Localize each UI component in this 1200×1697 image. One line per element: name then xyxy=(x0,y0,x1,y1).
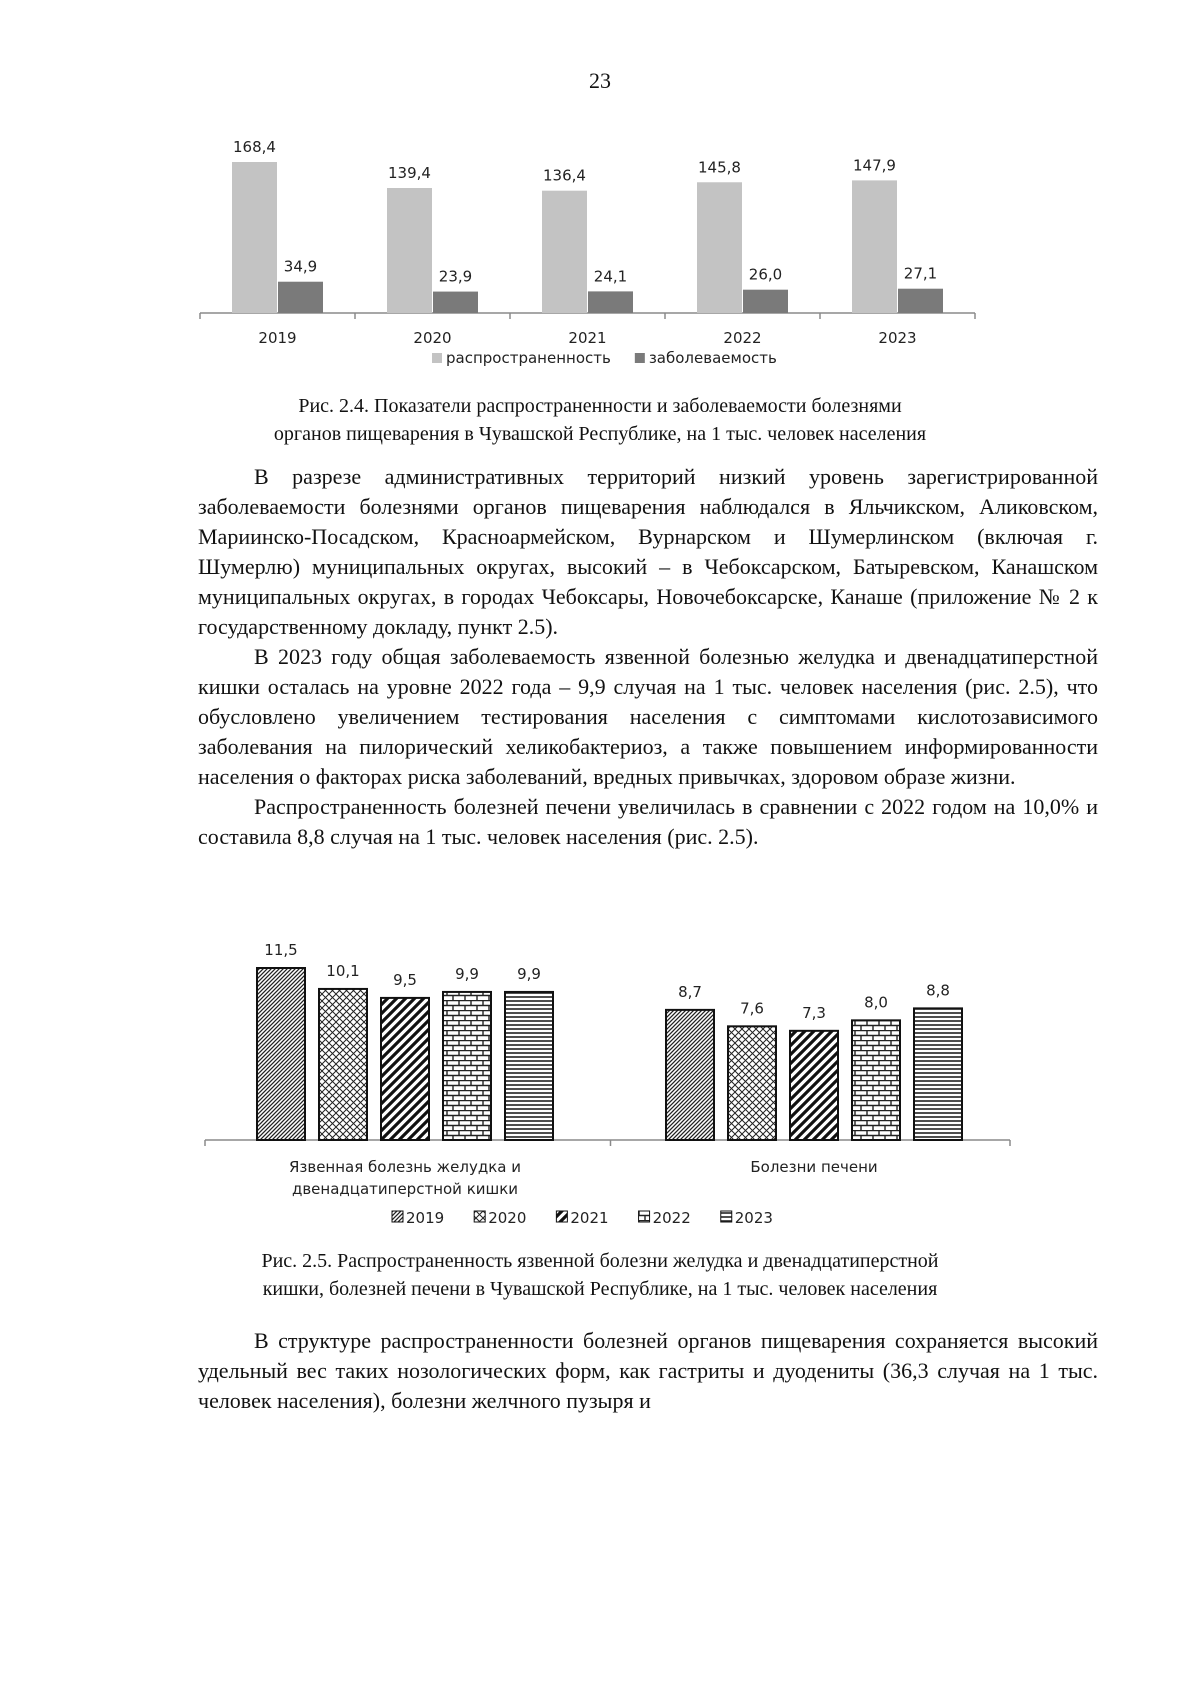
legend-swatch xyxy=(721,1211,732,1222)
bar-2020 xyxy=(728,1026,776,1140)
bar-incidence xyxy=(433,292,478,313)
bar-2020 xyxy=(319,989,367,1140)
bar-2019 xyxy=(666,1010,714,1140)
legend-swatch xyxy=(432,353,442,363)
data-label: 27,1 xyxy=(903,264,938,283)
bar-2023 xyxy=(914,1008,962,1140)
legend-label: заболеваемость xyxy=(648,349,777,367)
legend-label: 2020 xyxy=(488,1209,527,1227)
bar-incidence xyxy=(743,290,788,313)
bar-prevalence xyxy=(697,182,742,313)
bar-2023 xyxy=(505,992,553,1140)
data-label: 24,1 xyxy=(593,267,628,286)
data-label: 7,6 xyxy=(740,999,764,1018)
bar-prevalence xyxy=(387,188,432,313)
bar-2021 xyxy=(381,998,429,1140)
caption-line: органов пищеварения в Чувашской Республике, на 1 тыс. человек населения xyxy=(273,423,927,445)
legend-label: 2022 xyxy=(652,1209,691,1227)
body-text-2 xyxy=(198,1326,1098,1416)
chart-prevalence-incidence xyxy=(0,130,1200,375)
legend-swatch xyxy=(474,1211,485,1222)
data-label: 168,4 xyxy=(233,138,276,156)
x-tick-label: Болезни печени xyxy=(750,1158,878,1176)
data-label: 11,5 xyxy=(264,941,298,959)
x-tick-label: 2022 xyxy=(723,329,762,347)
x-tick-label: 2021 xyxy=(568,329,607,347)
legend-label: 2021 xyxy=(570,1209,609,1227)
caption-line: Рис. 2.5. Распространенность язвенной болезни желудка и двенадцатиперстной xyxy=(261,1250,939,1272)
bar-incidence xyxy=(898,289,943,313)
bar-prevalence xyxy=(232,162,277,313)
data-label: 139,4 xyxy=(388,164,431,183)
legend-swatch xyxy=(392,1211,403,1222)
bar-2022 xyxy=(443,992,491,1140)
legend-label: 2023 xyxy=(734,1209,773,1227)
x-tick-label: 2020 xyxy=(413,329,452,347)
data-label: 136,4 xyxy=(543,166,586,185)
x-tick-label: 2019 xyxy=(258,329,297,347)
data-label: 26,0 xyxy=(748,265,783,284)
bar-2022 xyxy=(852,1020,900,1140)
data-label: 8,8 xyxy=(926,981,950,1000)
legend-label: 2019 xyxy=(406,1209,445,1227)
bar-incidence xyxy=(588,291,633,313)
legend-swatch xyxy=(635,353,645,363)
caption-line: Рис. 2.4. Показатели распространенности и заболеваемости болезнями xyxy=(298,395,902,417)
figure-caption-2-4 xyxy=(150,392,1050,448)
data-label: 7,3 xyxy=(802,1003,826,1022)
bar-prevalence xyxy=(852,180,897,313)
legend-label: распространенность xyxy=(446,349,611,367)
chart-ulcer-liver xyxy=(0,935,1200,1235)
paragraph: Распространенность болезней печени увеличилась в сравнении с 2022 годом на 10,0% и составила 8,8 случая на 1 тыс. человек населения (рис. 2.5). xyxy=(198,794,1098,849)
data-label: 9,9 xyxy=(517,964,541,983)
paragraph: В 2023 году общая заболеваемость язвенной болезнью желудка и двенадцатиперстной кишки осталась на уровне 2022 года – 9,9 случая на 1 тыс. человек населения (рис. 2.5), что обусловлено увеличением тестирования населения с симптомами кислотозависимого заболевания на пилорический хеликобактериоз, а также повышением информированности населения о факторах риска заболеваний, вредных привычках, здоровом образе жизни. xyxy=(198,644,1098,789)
legend-swatch xyxy=(639,1211,650,1222)
data-label: 9,5 xyxy=(393,970,417,989)
data-label: 9,9 xyxy=(455,964,479,983)
legend-swatch xyxy=(556,1211,567,1222)
bar-incidence xyxy=(278,282,323,313)
data-label: 8,7 xyxy=(678,982,702,1001)
data-label: 10,1 xyxy=(326,961,360,980)
data-label: 147,9 xyxy=(853,156,896,175)
body-text-1 xyxy=(198,462,1098,852)
bar-2021 xyxy=(790,1031,838,1140)
bar-prevalence xyxy=(542,191,587,313)
paragraph: В структуре распространенности болезней органов пищеварения сохраняется высокий удельный вес таких нозологических форм, как гастриты и дуодениты (36,3 случая на 1 тыс. человек населения), болезни желчного пузыря и xyxy=(198,1328,1098,1413)
data-label: 34,9 xyxy=(283,257,318,276)
x-tick-label: 2023 xyxy=(878,329,917,347)
data-label: 145,8 xyxy=(698,158,741,177)
data-label: 23,9 xyxy=(438,267,473,286)
figure-caption-2-5 xyxy=(150,1247,1050,1303)
data-label: 8,0 xyxy=(864,993,888,1012)
paragraph: В разрезе административных территорий низкий уровень зарегистрированной заболеваемости болезнями органов пищеварения наблюдался в Яльчикском, Аликовском, Мариинско-Посадском, Красноармейском, Вурнарском и Шумерлинском (включая г. Шумерлю) муниципальных округах, высокий – в Чебоксарском, Батыревском, Канашском муниципальных округах, в городах Чебоксары, Новочебоксарске, Канаше (приложение № 2 к государственному докладу, пункт 2.5). xyxy=(198,464,1098,639)
x-tick-label: двенадцатиперстной кишки xyxy=(291,1180,519,1198)
caption-line: кишки, болезней печени в Чувашской Республике, на 1 тыс. человек населения xyxy=(262,1278,938,1300)
bar-2019 xyxy=(257,968,305,1140)
x-tick-label: Язвенная болезнь желудка и xyxy=(288,1158,522,1176)
page-number: 23 xyxy=(589,68,611,93)
